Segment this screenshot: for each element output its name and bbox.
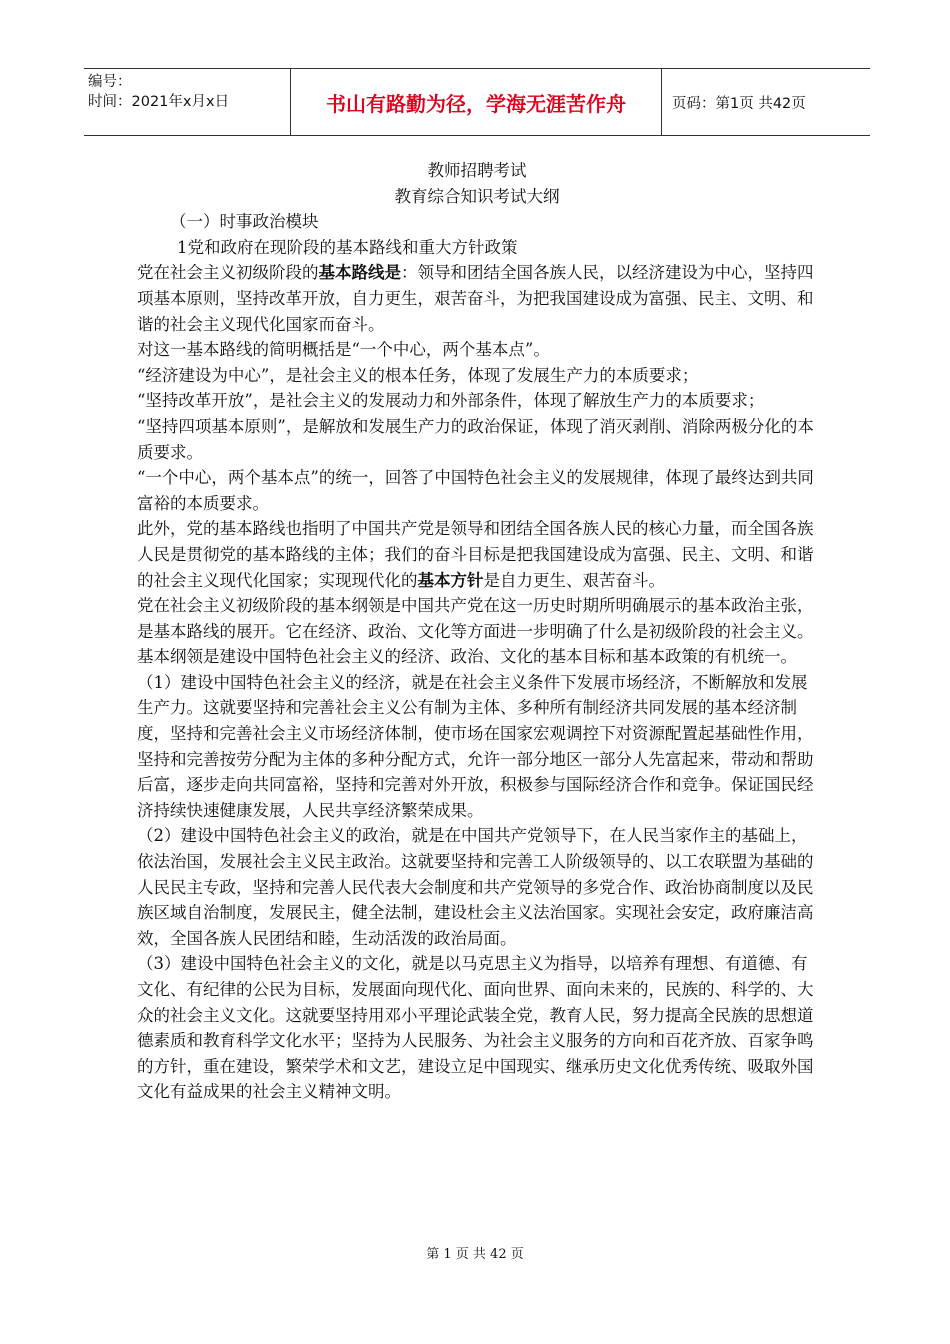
paragraph-1-bold: 基本路线是	[318, 263, 401, 283]
page-header	[84, 68, 870, 136]
paragraph-8: 党在社会主义初级阶段的基本纲领是中国共产党在这一历史时期所明确展示的基本政治主张，是基本路线的展开。它在经济、政治、文化等方面进一步明确了什么是初级阶段的社会主义。基本纲领是建设中国特色社会主义的经济、政治、文化的基本目标和基本政策的有机统一。	[137, 596, 814, 667]
time-line: 时间：2021年x月x日	[88, 94, 230, 110]
section-heading: （一）时事政治模块	[170, 212, 319, 232]
header-page-info: 页码：第1页 共42页	[672, 95, 806, 112]
paragraph-7-bold: 基本方针	[417, 570, 484, 590]
paragraph-1	[137, 260, 817, 337]
paragraph-7	[137, 516, 817, 593]
paragraph-7-text-a: 此外，党的基本路线也指明了中国共产党是领导和团结全国各族人民的核心力量，而全国各族人民是贯彻党的基本路线的主体；我们的奋斗目标是把我国建设成为富强、民主、文明、和谐的社会主义现代化国家；实现现代化的	[137, 519, 814, 590]
paragraph-10: （2）建设中国特色社会主义的政治，就是在中国共产党领导下，在人民当家作主的基础上，依法治国，发展社会主义民主政治。这就要坚持和完善工人阶级领导的、以工农联盟为基础的人民民主专政，坚持和完善人民代表大会制度和共产党领导的多党合作、政治协商制度以及民族区域自治制度，发展民主，健全法制，建设杜会主义法治国家。实现社会安定，政府廉洁高效，全国各族人民团结和睦，生动活泼的政治局面。	[137, 826, 814, 948]
paragraph-11: （3）建设中国特色社会主义的文化，就是以马克思主义为指导，以培养有理想、有道德、有文化、有纪律的公民为目标，发展面向现代化、面向世界、面向未来的，民族的、科学的、大众的社会主义文化。这就要坚持用邓小平理论武装全党，教育人民，努力提高全民族的思想道德素质和教育科学文化水平；坚持为人民服务、为社会主义服务的方向和百花齐放、百家争鸣的方针，重在建设，繁荣学术和文艺，建设立足中国现实、继承历史文化优秀传统、吸取外国文化有益成果的社会主义精神文明。	[137, 954, 814, 1102]
number-label: 编号：	[88, 74, 132, 90]
paragraph-3: “经济建设为中心”，是社会主义的根本任务，体现了发展生产力的本质要求；	[137, 365, 699, 385]
page-footer: 第 1 页 共 42 页	[426, 1247, 524, 1262]
paragraph-1-text-a: 党在社会主义初级阶段的	[137, 263, 319, 283]
paragraph-1-text-b: ：领导和团结全国各族人民，以经济建设为中心，坚持四项基本原则，坚持改革开放，自力更生，艰苦奋斗，为把我国建设成为富强、民主、文明、和谐的社会主义现代化国家而奋斗。	[137, 263, 814, 334]
paragraph-5: “坚持四项基本原则”，是解放和发展生产力的政治保证，体现了消灭剥削、消除两极分化的本质要求。	[137, 416, 814, 462]
document-body	[137, 158, 817, 1105]
paragraph-7-text-b: 是自力更生、艰苦奋斗。	[483, 570, 665, 590]
title-line-2: 教育综合知识考试大纲	[394, 186, 560, 206]
header-meta	[84, 69, 291, 135]
paragraph-2: 对这一基本路线的简明概括是“一个中心，两个基本点”。	[137, 340, 550, 360]
subsection-heading: 1党和政府在现阶段的基本路线和重大方针政策	[177, 237, 518, 257]
title-line-1: 教师招聘考试	[427, 161, 527, 180]
paragraph-9: （1）建设中国特色社会主义的经济，就是在社会主义条件下发展市场经济，不断解放和发展生产力。这就要坚持和完善社会主义公有制为主体、多种所有制经济共同发展的基本经济制度，坚持和完善社会主义市场经济体制，使市场在国家宏观调控下对资源配置起基础性作用，坚持和完善按劳分配为主体的多种分配方式，允许一部分地区一部分人先富起来，带动和帮助后富，逐步走向共同富裕，坚持和完善对外开放，积极参与国际经济合作和竞争。保证国民经济持续快速健康发展，人民共享经济繁荣成果。	[137, 672, 814, 820]
header-motto: 书山有路勤为径，学海无涯苦作舟	[291, 69, 662, 135]
paragraph-6: “一个中心，两个基本点”的统一，回答了中国特色社会主义的发展规律，体现了最终达到共同富裕的本质要求。	[137, 468, 814, 513]
paragraph-4: “坚持改革开放”，是社会主义的发展动力和外部条件，体现了解放生产力的本质要求；	[137, 391, 765, 411]
